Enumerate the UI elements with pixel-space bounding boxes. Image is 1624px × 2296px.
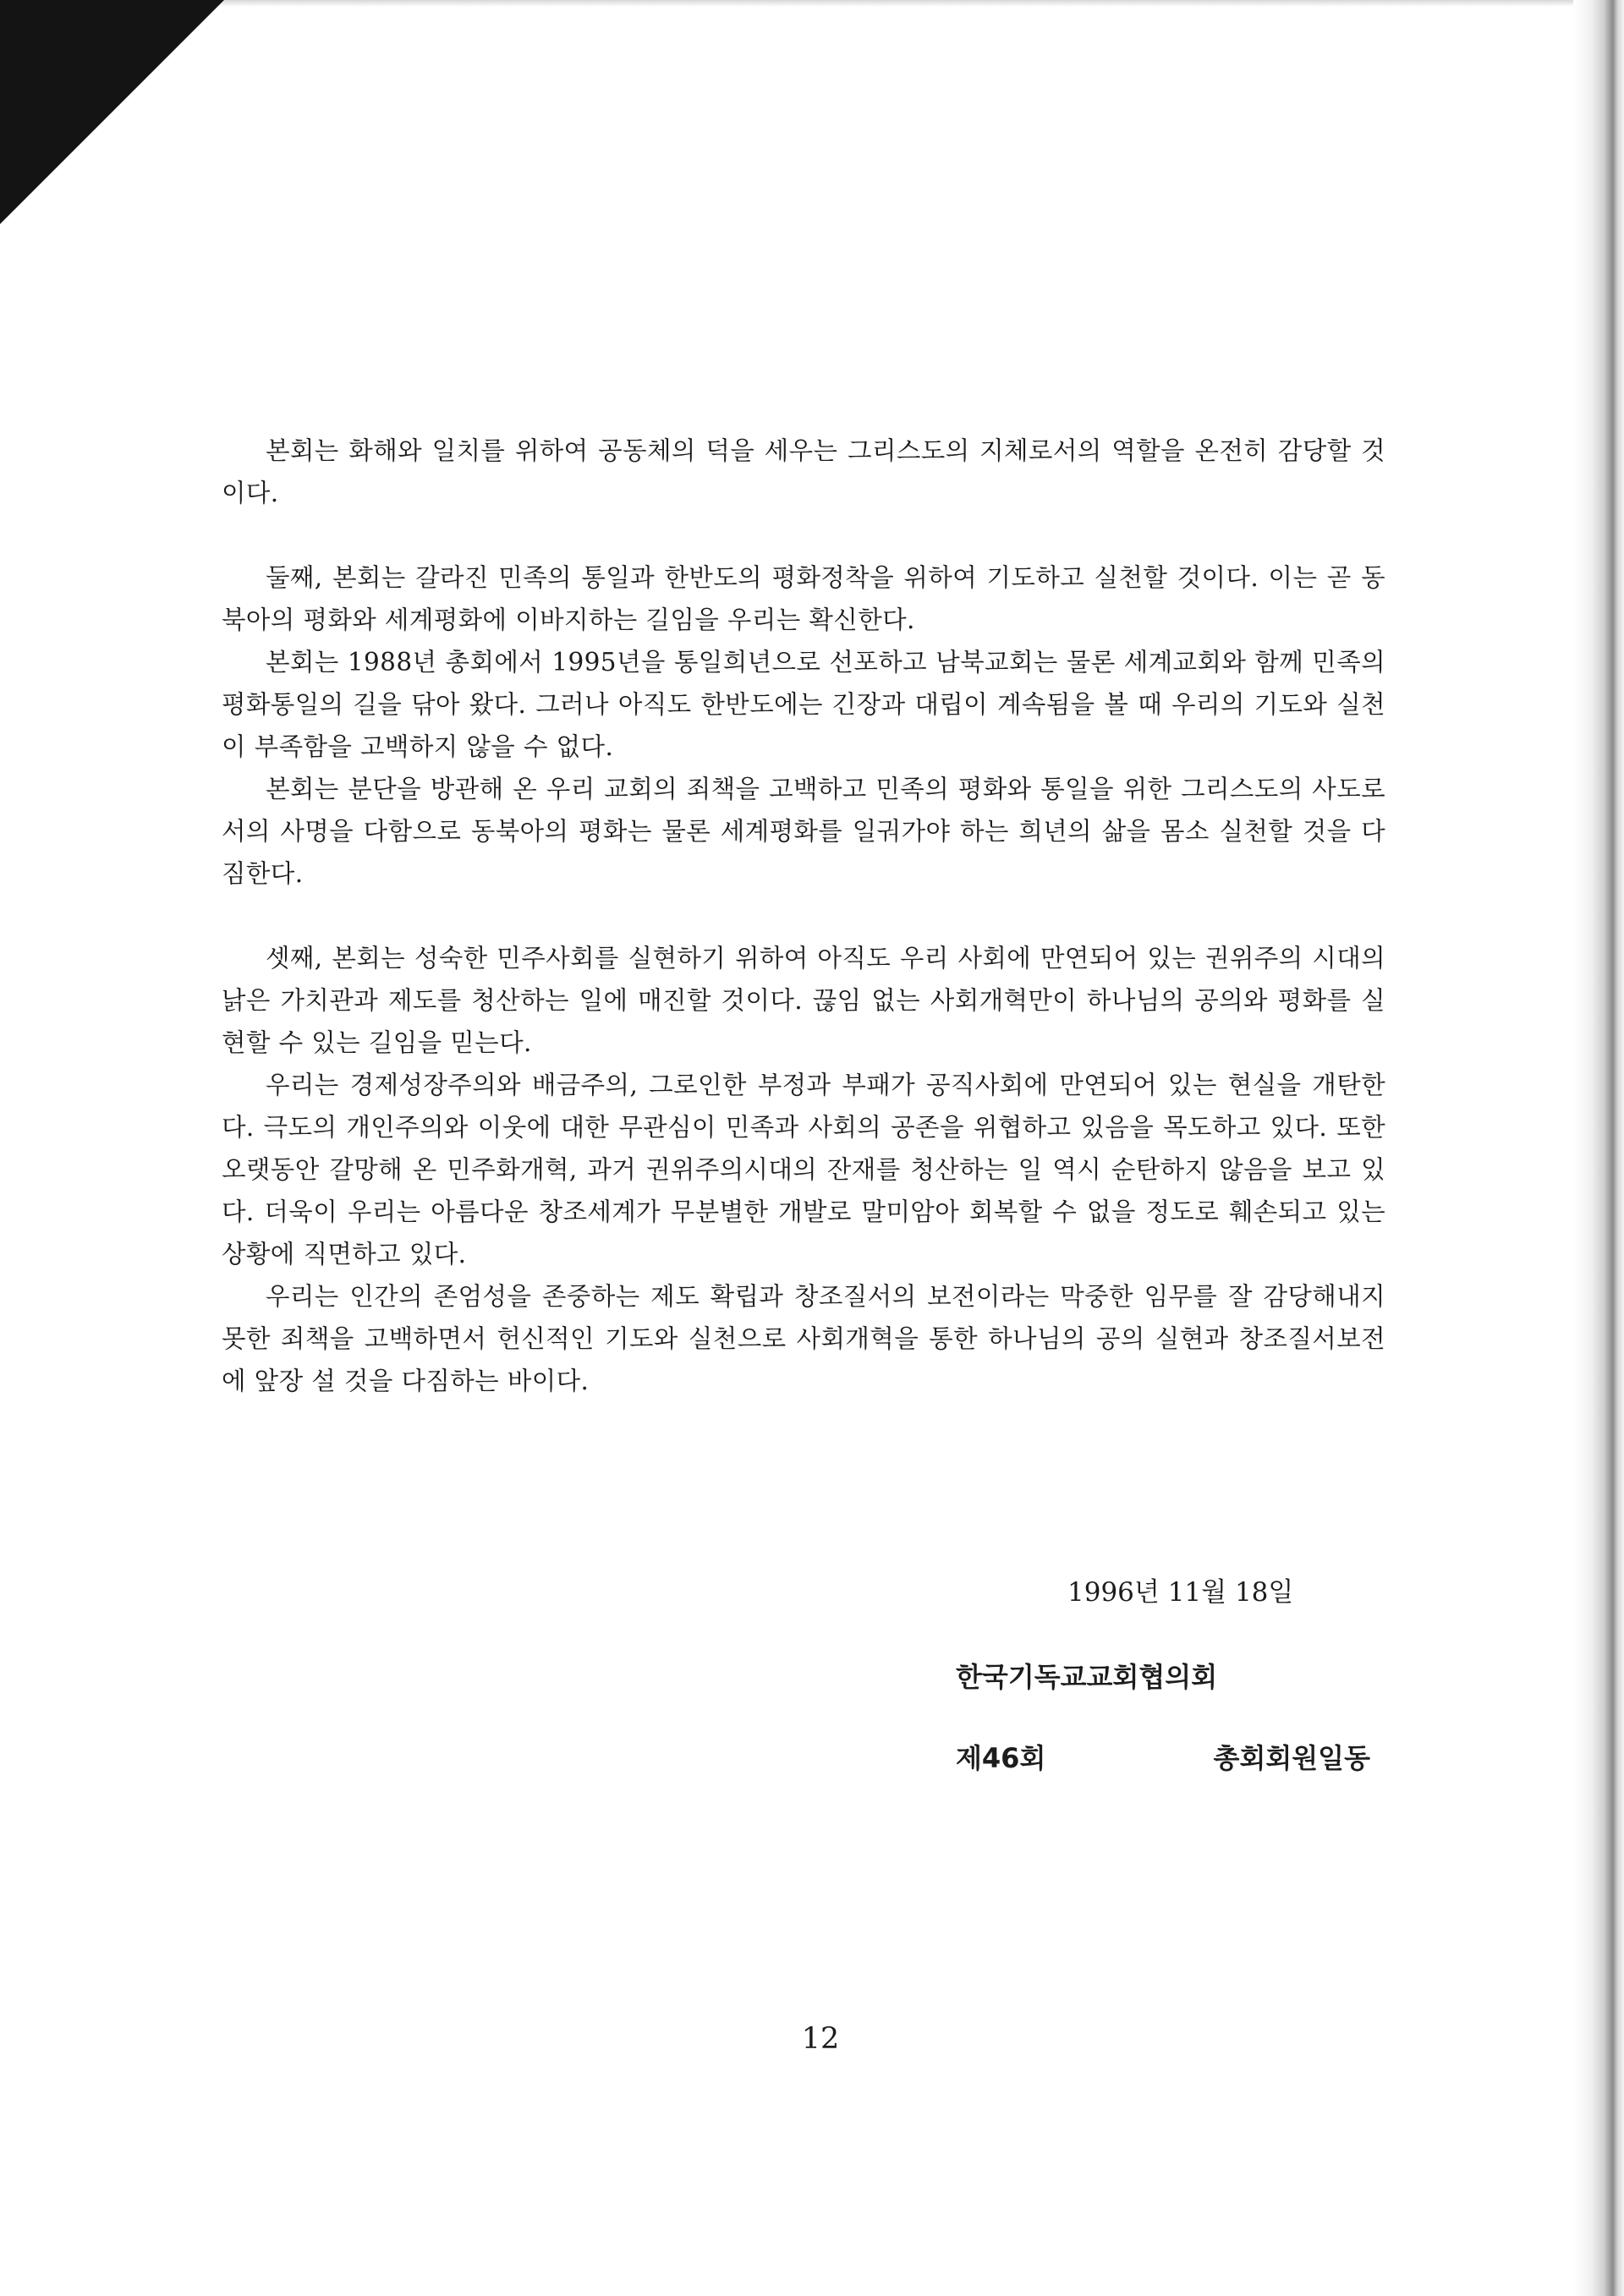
scan-right-edge <box>1573 0 1624 2296</box>
paragraph-unification-jubilee: 본회는 1988년 총회에서 1995년을 통일희년으로 선포하고 남북교회는 물론 세계교회와 함께 민족의 평화통일의 길을 닦아 왔다. 그러나 아직도 한반도에는 긴장과 대립이 계속됨을 볼 때 우리의 기도와 실천이 부족함을 고백하지 않을 수 없다. <box>222 648 1385 761</box>
page-number: 12 <box>801 2022 840 2056</box>
paragraph-role-of-council: 본회는 화해와 일치를 위하여 공동체의 덕을 세우는 그리스도의 지체로서의 역할을 온전히 감당할 것이다. <box>222 436 1385 507</box>
paragraph-division-confession: 본회는 분단을 방관해 온 우리 교회의 죄책을 고백하고 민족의 평화와 통일을 위한 그리스도의 사도로서의 사명을 다함으로 동북아의 평화는 물론 세계평화를 일궈가야 하는 희년의 삶을 몸소 실천할 것을 다짐한다. <box>222 775 1385 888</box>
paragraph-closing-pledge: 우리는 인간의 존엄성을 존중하는 제도 확립과 창조질서의 보전이라는 막중한 임무를 잘 감당해내지 못한 죄책을 고백하면서 헌신적인 기도와 실천으로 사회개혁을 통한 하나님의 공의 실현과 창조질서보전에 앞장 설 것을 다짐하는 바이다. <box>222 1282 1385 1395</box>
document-body <box>222 430 1385 1402</box>
paragraph-third-pledge: 셋째, 본회는 성숙한 민주사회를 실현하기 위하여 아직도 우리 사회에 만연되어 있는 권위주의 시대의 낡은 가치관과 제도를 청산하는 일에 매진할 것이다. 끊임 없는 사회개혁만이 하나님의 공의와 평화를 실현할 수 있는 길임을 믿는다. <box>222 944 1385 1057</box>
assembly-signature: 제46회 총회회원일동 <box>956 1742 1370 1774</box>
document-date: 1996년 11월 18일 <box>1067 1577 1294 1608</box>
paragraph-social-lament: 우리는 경제성장주의와 배금주의, 그로인한 부정과 부패가 공직사회에 만연되어 있는 현실을 개탄한다. 극도의 개인주의와 이웃에 대한 무관심이 민족과 사회의 공존을 위협하고 있음을 목도하고 있다. 또한 오랫동안 갈망해 온 민주화개혁, 과거 권위주의시대의 잔재를 청산하는 일 역시 순탄하지 않음을 보고 있다. 더욱이 우리는 아름다운 창조세계가 무분별한 개발로 말미암아 회복할 수 없을 정도로 훼손되고 있는 상황에 직면하고 있다. <box>222 1071 1385 1269</box>
organization-name: 한국기독교교회협의회 <box>956 1661 1218 1693</box>
scan-top-edge <box>0 0 1624 7</box>
paragraph-second-pledge: 둘째, 본회는 갈라진 민족의 통일과 한반도의 평화정착을 위하여 기도하고 실천할 것이다. 이는 곧 동북아의 평화와 세계평화에 이바지하는 길임을 우리는 확신한다. <box>222 563 1385 634</box>
folded-corner <box>0 0 224 224</box>
